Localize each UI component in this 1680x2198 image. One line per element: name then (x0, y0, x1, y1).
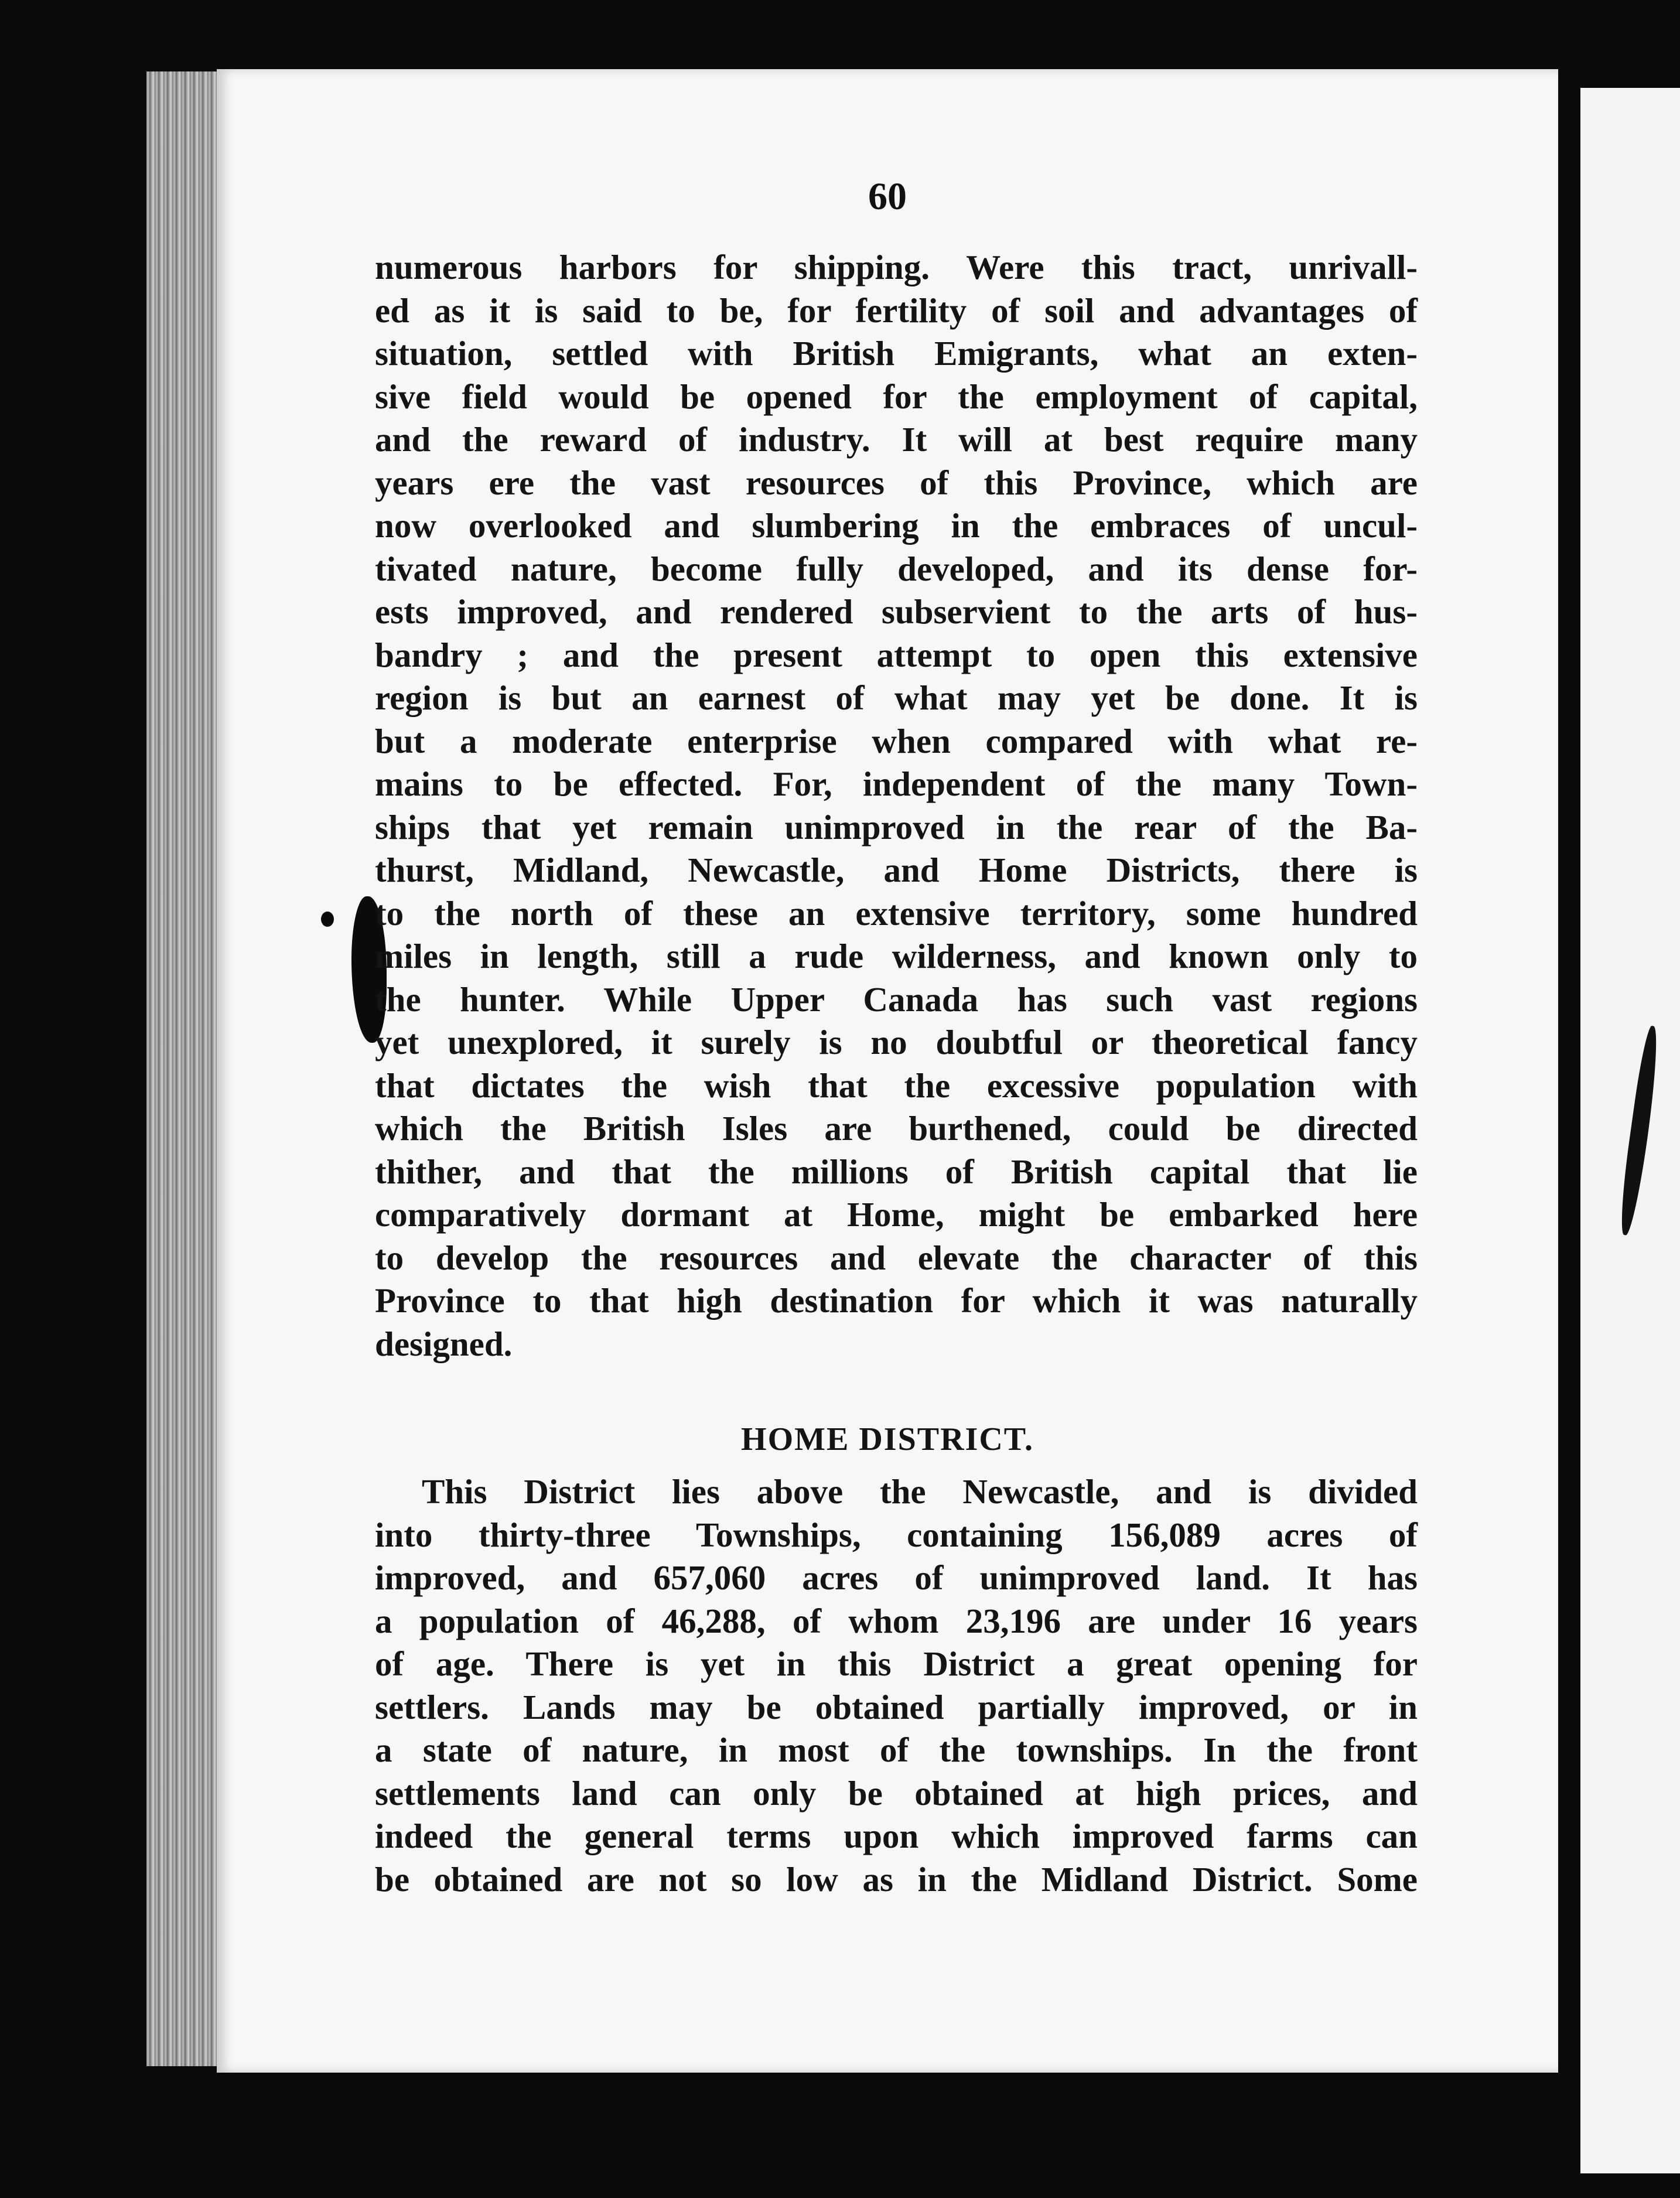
text-line: mains to be effected. For, independent of the many Town- (375, 764, 1418, 803)
text-line: ests improved, and rendered subservient to the arts of hus- (375, 592, 1418, 631)
text-line: of age. There is yet in this District a great opening for (375, 1644, 1418, 1683)
text-line: settlements land can only be obtained at high prices, and (375, 1773, 1418, 1813)
text-line: This District lies above the Newcastle, and is divided (422, 1472, 1418, 1511)
text-line: bandry ; and the present attempt to open this extensive (375, 635, 1418, 674)
ink-spot (321, 912, 334, 927)
text-line: comparatively dormant at Home, might be embarked here (375, 1195, 1418, 1234)
text-line: years ere the vast resources of this Province, which are (375, 463, 1418, 502)
text-line: the hunter. While Upper Canada has such vast regions (375, 979, 1418, 1019)
text-line: tivated nature, become fully developed, and its dense for- (375, 549, 1418, 588)
text-line: yet unexplored, it surely is no doubtful or theoretical fancy (375, 1023, 1418, 1062)
text-line: ships that yet remain unimproved in the rear of the Ba- (375, 807, 1418, 847)
text-line: thither, and that the millions of British capital that lie (375, 1152, 1418, 1191)
text-line: designed. (375, 1324, 513, 1363)
text-line: improved, and 657,060 acres of unimproved land. It has (375, 1558, 1418, 1597)
text-line: to develop the resources and elevate the character of this (375, 1238, 1418, 1277)
text-line: miles in length, still a rude wilderness, and known only to (375, 937, 1418, 975)
text-line: settlers. Lands may be obtained partially improved, or in (375, 1687, 1418, 1726)
text-line: to the north of these an extensive territory, some hundred (375, 893, 1418, 933)
text-line: be obtained are not so low as in the Midland District. Some (375, 1859, 1418, 1899)
text-line: ed as it is said to be, for fertility of soil and advantages of (375, 291, 1418, 330)
text-line: numerous harbors for shipping. Were this tract, unrivall- (375, 248, 1418, 286)
text-line: and the reward of industry. It will at best require many (375, 420, 1418, 459)
text-line: situation, settled with British Emigrants, what an exten- (375, 334, 1418, 373)
book-page-edges (146, 71, 223, 2066)
text-line: sive field would be opened for the employment of capital, (375, 377, 1418, 416)
paragraph-2 (375, 1470, 1418, 1901)
paragraph-1 (375, 246, 1418, 1366)
text-line: into thirty-three Townships, containing 156,089 acres of (375, 1515, 1418, 1554)
page-number: 60 (868, 175, 907, 218)
ink-mark (1616, 1025, 1663, 1237)
text-line: thurst, Midland, Newcastle, and Home Districts, there is (375, 851, 1418, 889)
text-line: now overlooked and slumbering in the embraces of uncul- (375, 506, 1418, 545)
text-line: which the British Isles are burthened, could be directed (375, 1109, 1418, 1148)
text-line: but a moderate enterprise when compared with what re- (375, 721, 1418, 760)
section-heading: HOME DISTRICT. (741, 1421, 1034, 1458)
text-line: that dictates the wish that the excessive population with (375, 1066, 1418, 1105)
text-line: a state of nature, in most of the townships. In the front (375, 1731, 1418, 1769)
text-line: indeed the general terms upon which improved farms can (375, 1817, 1418, 1855)
adjacent-page (1580, 88, 1680, 2173)
text-line: a population of 46,288, of whom 23,196 are under 16 years (375, 1601, 1418, 1640)
text-line: Province to that high destination for which it was naturally (375, 1281, 1418, 1320)
text-line: region is but an earnest of what may yet be done. It is (375, 678, 1418, 717)
